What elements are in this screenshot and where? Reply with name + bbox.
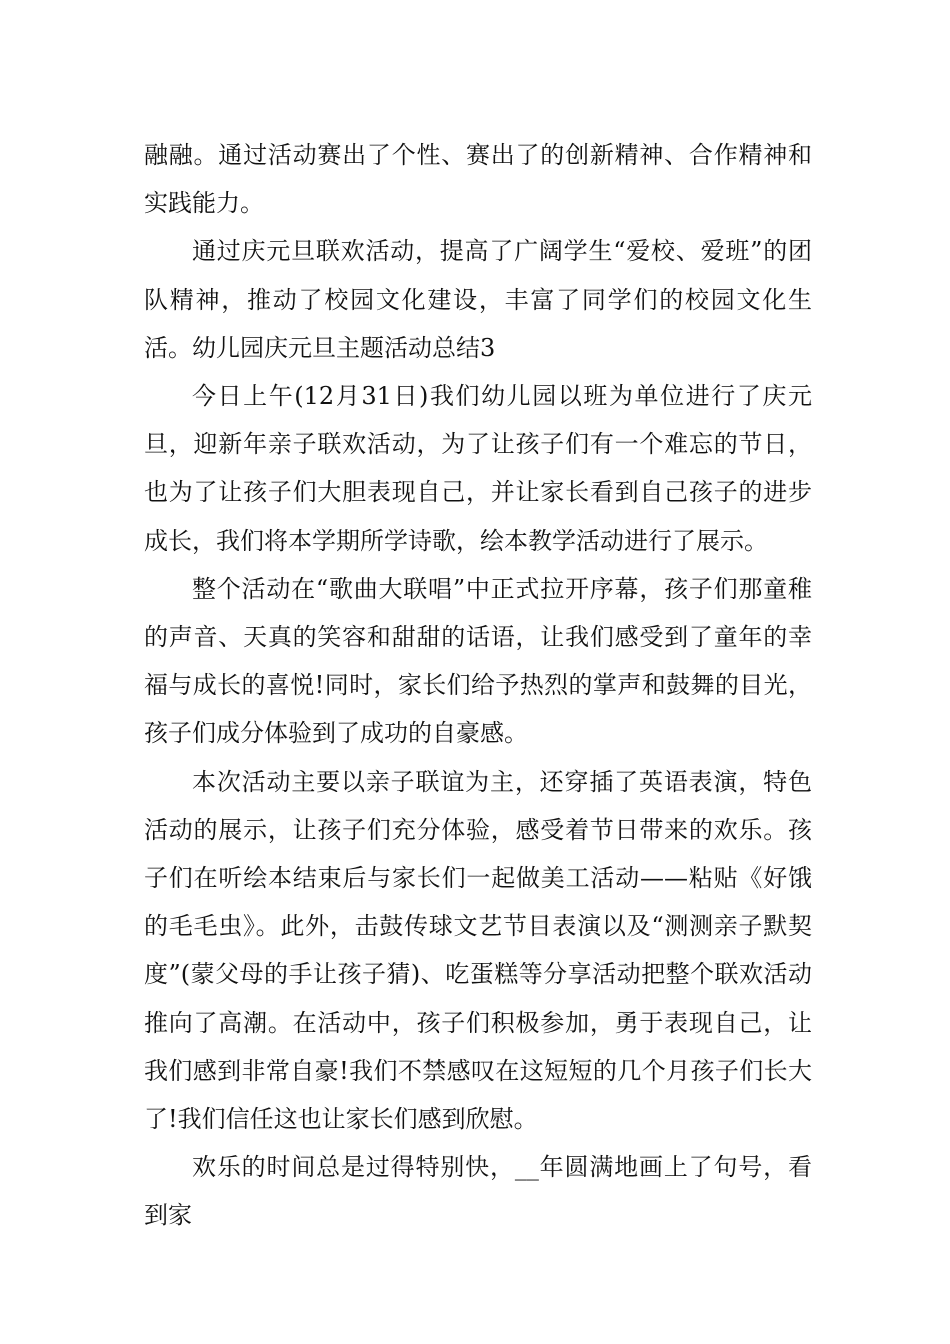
document-body <box>144 131 812 1240</box>
paragraph: 通过庆元旦联欢活动，提高了广阔学生“爱校、爱班”的团队精神，推动了校园文化建设，丰富了同学们的校园文化生活。幼儿园庆元旦主题活动总结3 <box>144 237 812 362</box>
paragraph: 今日上午(12月31日)我们幼儿园以班为单位进行了庆元旦，迎新年亲子联欢活动，为了让孩子们有一个难忘的节日，也为了让孩子们大胆表现自己，并让家长看到自己孩子的进步成长，我们将本学期所学诗歌，绘本教学活动进行了展示。 <box>144 382 812 555</box>
paragraph: 欢乐的时间总是过得特别快，__年圆满地画上了句号，看到家 <box>144 1153 812 1230</box>
paragraph-continuation: 融融。通过活动赛出了个性、赛出了的创新精神、合作精神和实践能力。 <box>144 141 812 218</box>
paragraph: 本次活动主要以亲子联谊为主，还穿插了英语表演，特色活动的展示，让孩子们充分体验，感受着节日带来的欢乐。孩子们在听绘本结束后与家长们一起做美工活动——粘贴《好饿的毛毛虫》。此外，击鼓传球文艺节目表演以及“测测亲子默契度”(蒙父母的手让孩子猜)、吃蛋糕等分享活动把整个联欢活动推向了高潮。在活动中，孩子们积极参加，勇于表现自己，让我们感到非常自豪!我们不禁感叹在这短短的几个月孩子们长大了!我们信任这也让家长们感到欣慰。 <box>144 767 812 1134</box>
paragraph: 整个活动在“歌曲大联唱”中正式拉开序幕，孩子们那童稚的声音、天真的笑容和甜甜的话语，让我们感受到了童年的幸福与成长的喜悦!同时，家长们给予热烈的掌声和鼓舞的目光，孩子们成分体验到了成功的自豪感。 <box>144 574 812 748</box>
